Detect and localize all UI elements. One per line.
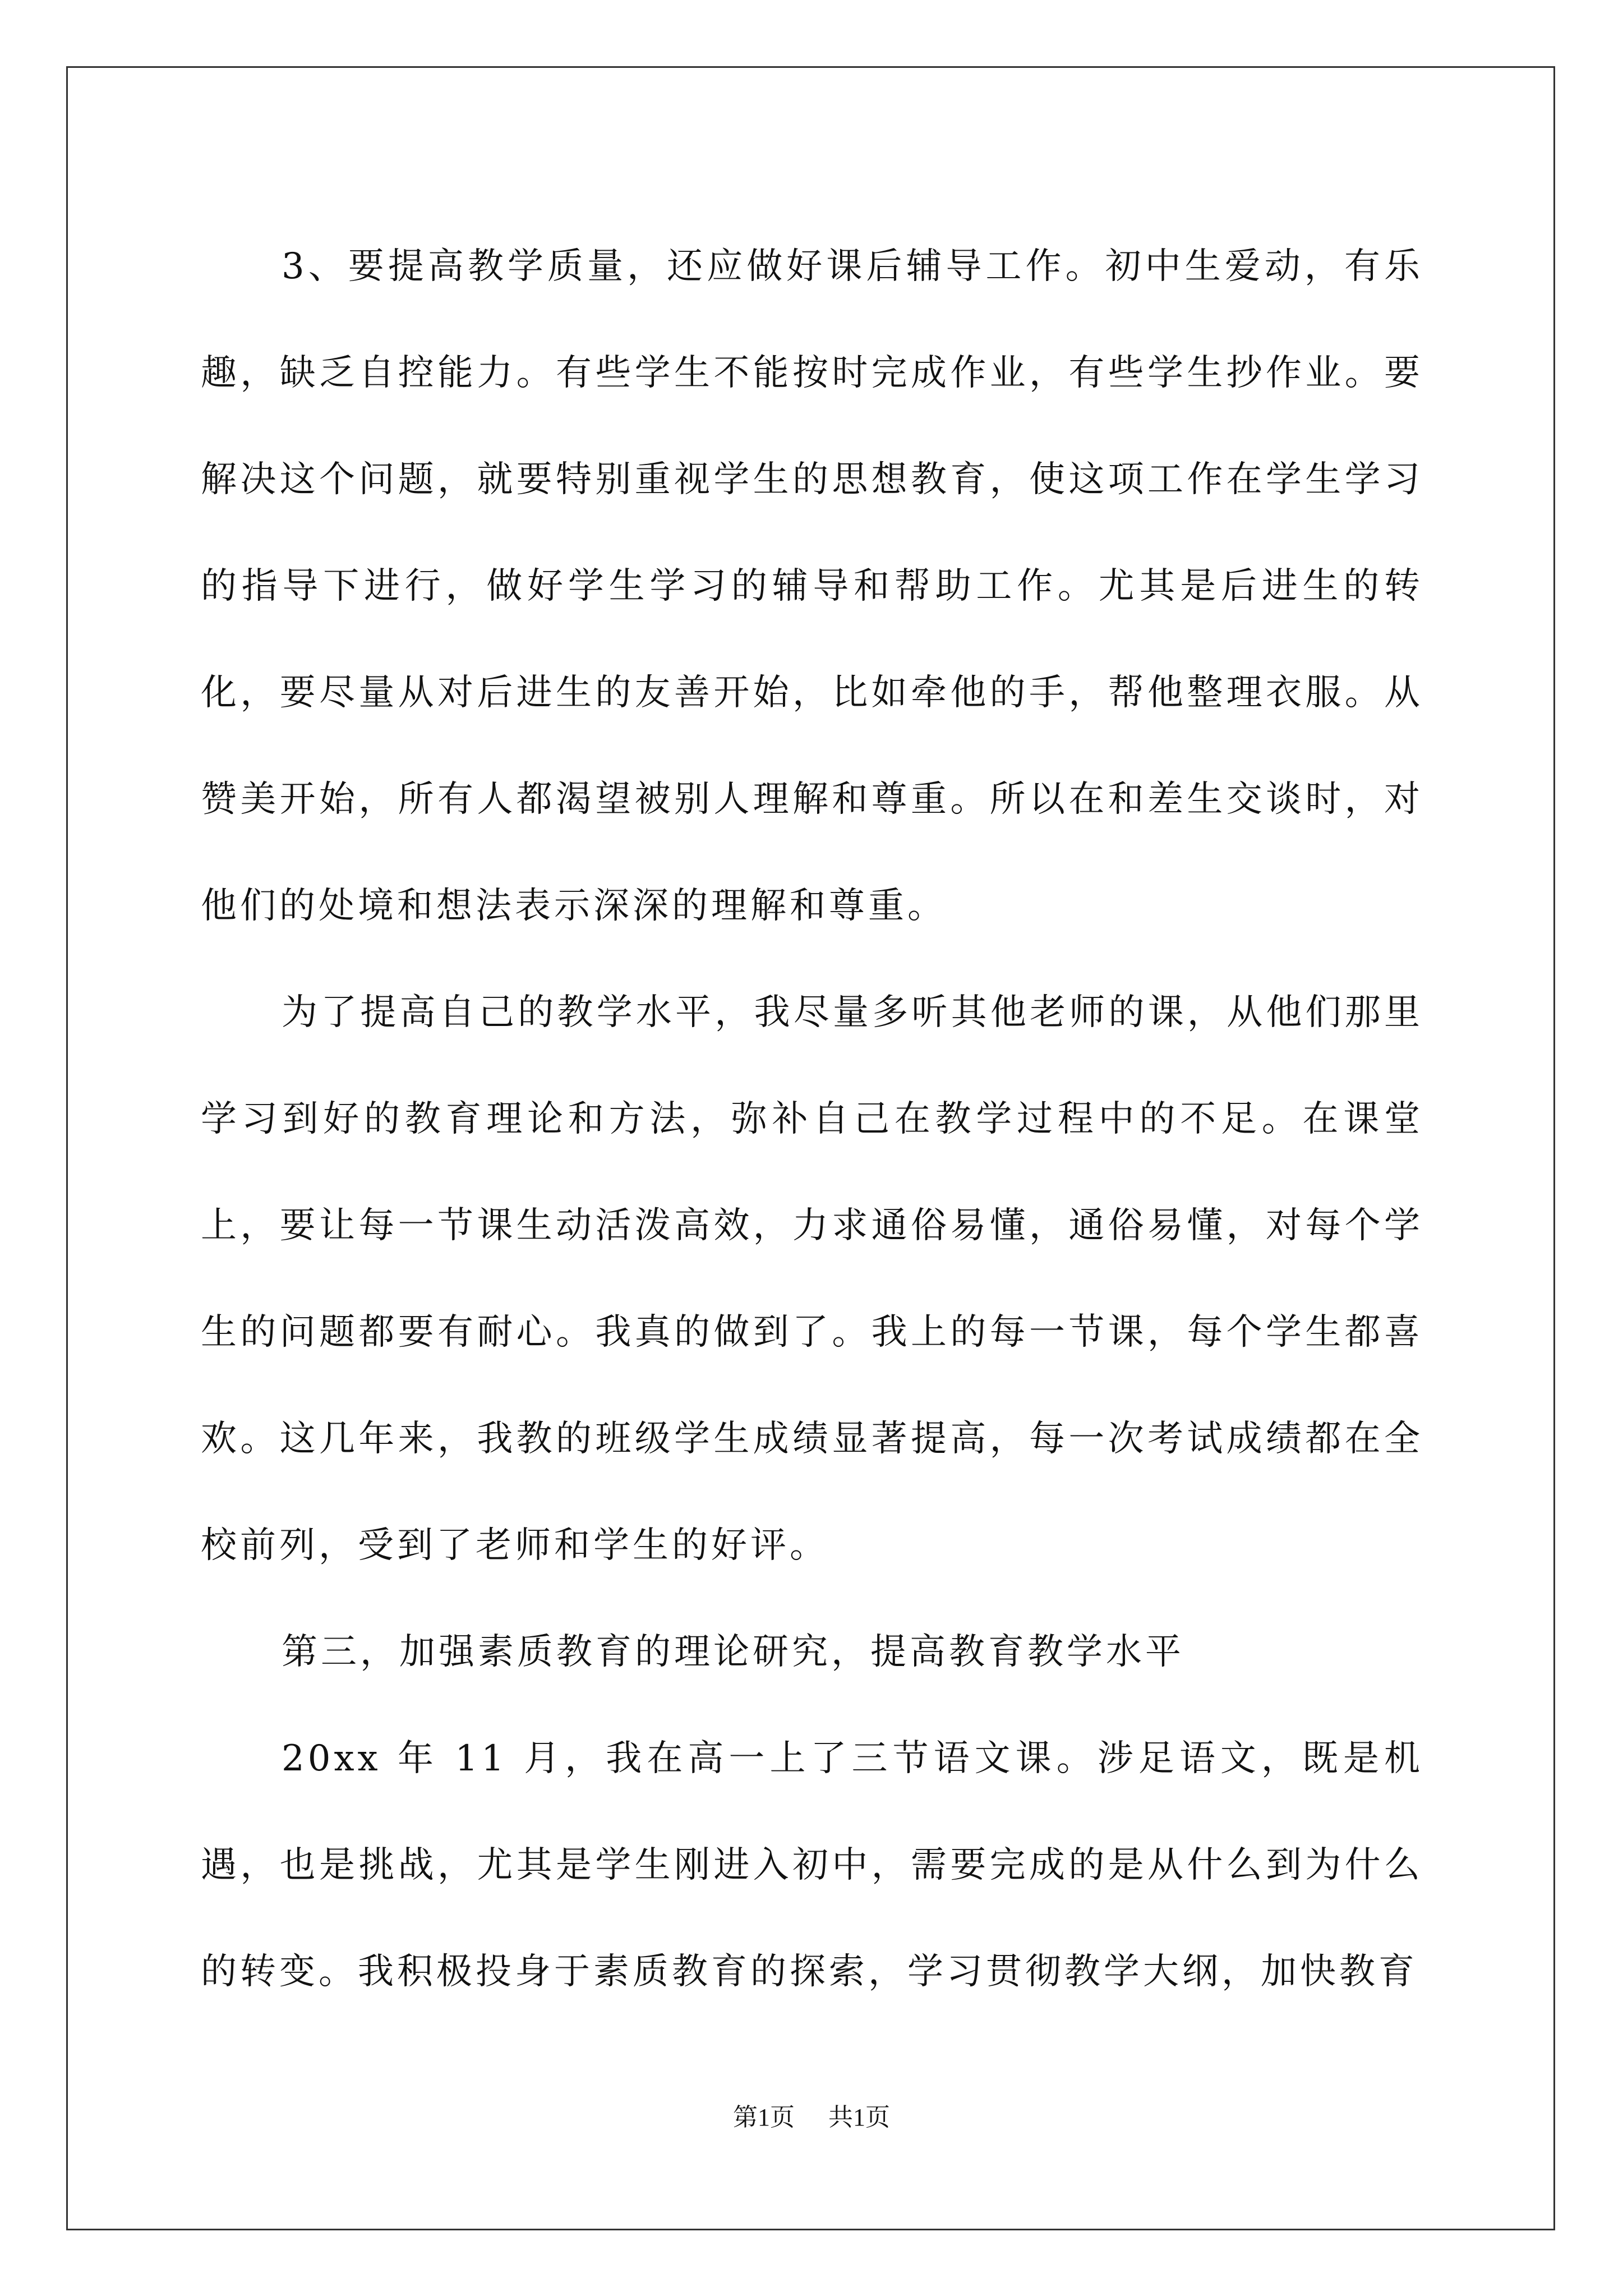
page-footer — [0, 2101, 1623, 2134]
page-number-total: 共1页 — [828, 2104, 890, 2131]
paragraph-section-heading: 第三，加强素质教育的理论研究，提高教育教学水平 — [282, 1631, 1184, 1673]
page-number-current: 第1页 — [733, 2104, 795, 2131]
paragraph-tutoring: 3、要提高教学质量，还应做好课后辅导工作。初中生爱动，有乐趣，缺乏自控能力。有些学生不能按时完成作业，有些学生抄作业。要解决这个问题，就要特别重视学生的思想教育，使这项工作在学生学习的指导下进行，做好学生学习的辅导和帮助工作。尤其是后进生的转化，要尽量从对后进生的友善开始，比如牵他的手，帮他整理衣服。从赞美开始，所有人都渴望被别人理解和尊重。所以在和差生交谈时，对他们的处境和想法表示深深的理解和尊重。 — [201, 246, 1423, 927]
paragraph-chinese-class: 20xx 年 11 月，我在高一上了三节语文课。涉足语文，既是机遇，也是挑战，尤其是学生刚进入初中，需要完成的是从什么到为什么的转变。我积极投身于素质教育的探索，学习贯彻教学大纲，加快教育 — [201, 1738, 1423, 1993]
document-body — [201, 213, 1423, 2025]
paragraph-teaching-level: 为了提高自己的教学水平，我尽量多听其他老师的课，从他们那里学习到好的教育理论和方法，弥补自己在教学过程中的不足。在课堂上，要让每一节课生动活泼高效，力求通俗易懂，通俗易懂，对每个学生的问题都要有耐心。我真的做到了。我上的每一节课，每个学生都喜欢。这几年来，我教的班级学生成绩显著提高，每一次考试成绩都在全校前列，受到了老师和学生的好评。 — [201, 992, 1423, 1566]
